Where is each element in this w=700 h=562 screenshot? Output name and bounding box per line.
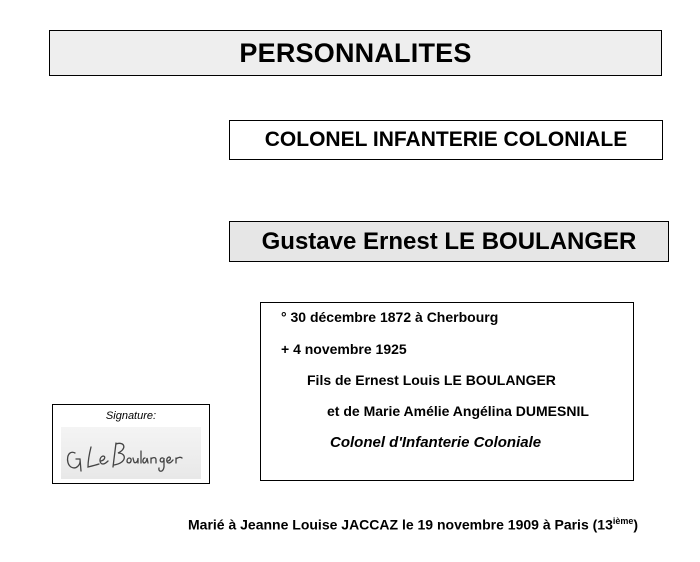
page-title: PERSONNALITES — [239, 37, 472, 68]
mother-line: et de Marie Amélie Angélina DUMESNIL — [327, 403, 589, 419]
person-name: Gustave Ernest LE BOULANGER — [261, 227, 637, 255]
birth-line: ° 30 décembre 1872 à Cherbourg — [281, 309, 499, 325]
death-line: + 4 novembre 1925 — [281, 341, 407, 357]
rank-box — [229, 120, 663, 160]
military-title-line: Colonel d'Infanterie Coloniale — [330, 434, 542, 451]
marriage-suffix: ) — [633, 516, 639, 533]
signature-label: Signature: — [105, 410, 157, 422]
signature-image — [61, 427, 201, 479]
biography-box — [260, 302, 634, 481]
handwritten-signature-icon — [61, 427, 201, 479]
rank-heading: COLONEL INFANTERIE COLONIALE — [264, 128, 628, 151]
signature-box — [52, 404, 210, 484]
name-box — [229, 221, 669, 262]
signature-handwriting-text — [201, 427, 202, 428]
marriage-superscript: ième — [612, 516, 634, 526]
father-line: Fils de Ernest Louis LE BOULANGER — [307, 372, 556, 388]
marriage-text: Marié à Jeanne Louise JACCAZ le 19 novembre 1909 à Paris (13 — [188, 516, 613, 533]
marriage-line — [188, 516, 638, 533]
page-title-box — [49, 30, 662, 76]
